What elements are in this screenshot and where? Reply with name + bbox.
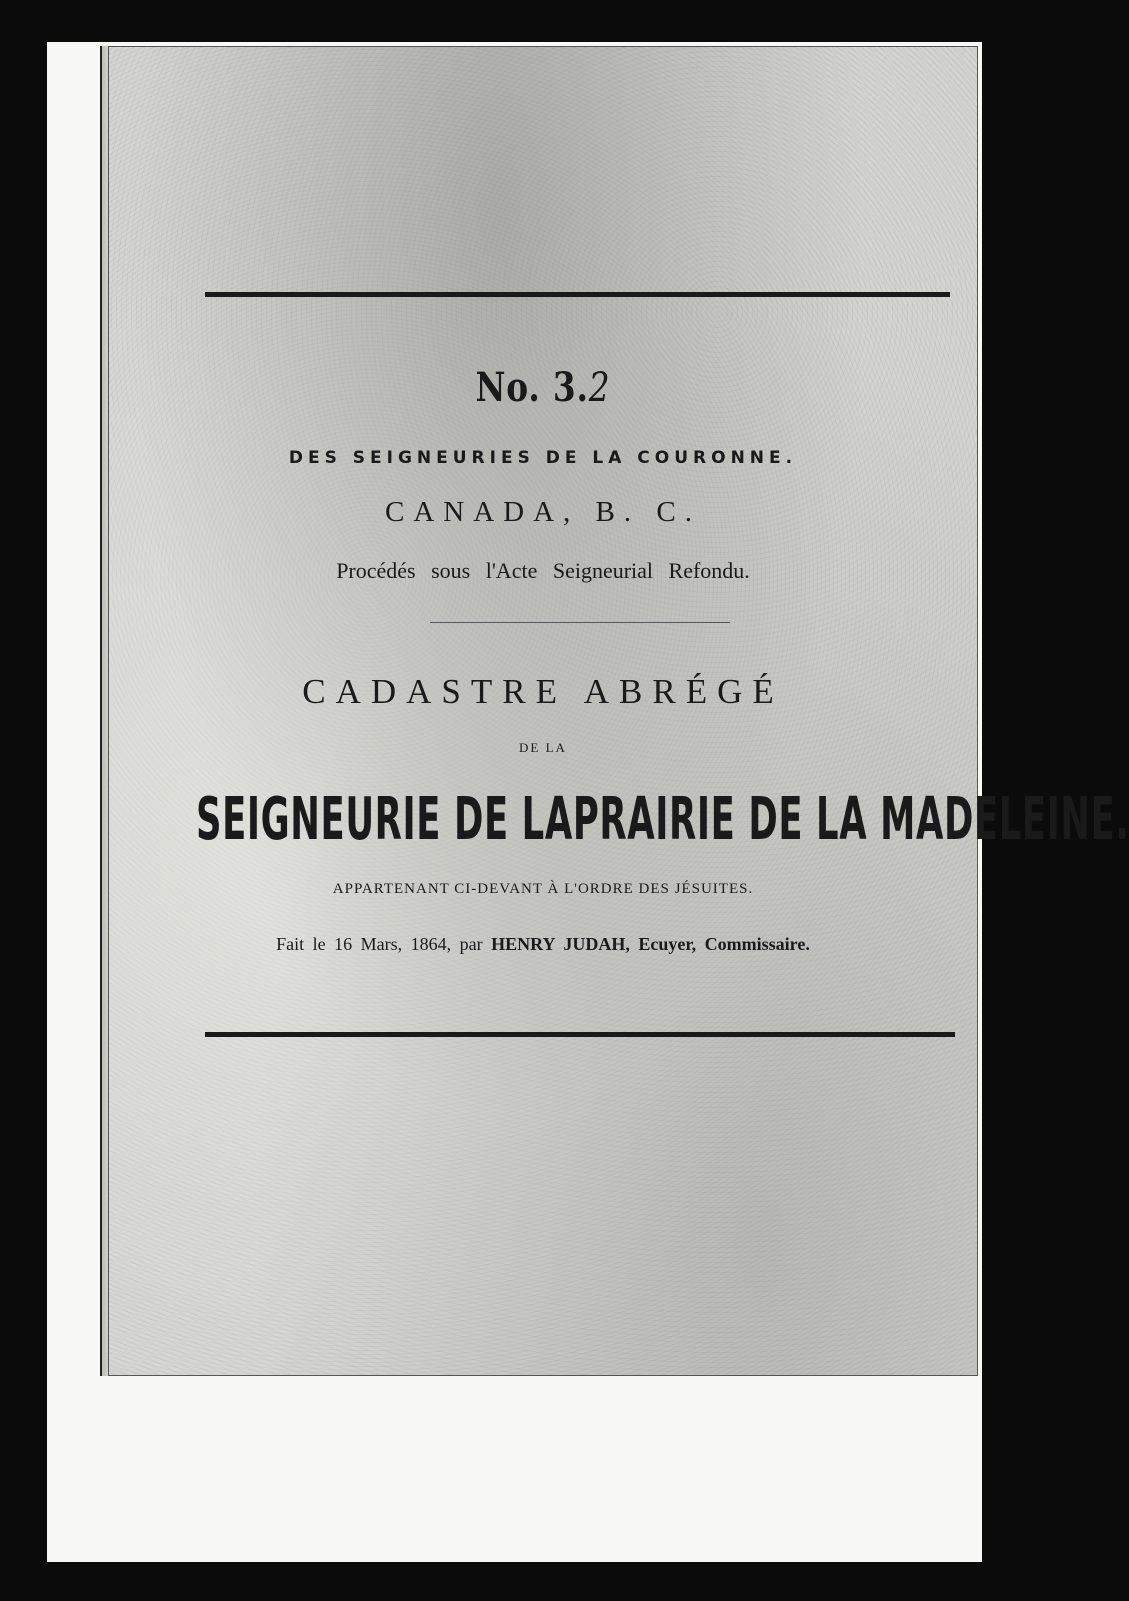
country-heading: CANADA, B. C. bbox=[385, 496, 701, 528]
thin-divider bbox=[430, 622, 730, 623]
fait-suffix: Ecuyer, Commissaire. bbox=[638, 934, 810, 954]
commissioner-name: HENRY JUDAH, bbox=[491, 934, 630, 954]
procedure-line: Procédés sous l'Acte Seigneurial Refondu. bbox=[336, 558, 750, 583]
fait-prefix: Fait le 16 Mars, 1864, par bbox=[276, 934, 483, 954]
de-la-line: DE LA bbox=[519, 740, 567, 755]
bottom-double-rule bbox=[205, 1032, 955, 1037]
document-number-handwritten: 2 bbox=[588, 365, 611, 411]
document-number-prefix: No. 3. bbox=[475, 364, 589, 411]
top-double-rule bbox=[205, 292, 950, 297]
series-title: DES SEIGNEURIES DE LA COURONNE. bbox=[288, 448, 798, 468]
appartenant-line: APPARTENANT CI-DEVANT À L'ORDRE DES JÉSUITES. bbox=[332, 881, 754, 897]
cadastre-title: CADASTRE ABRÉGÉ bbox=[302, 672, 784, 711]
document-number bbox=[186, 364, 899, 411]
seigneurie-title: SEIGNEURIE DE LAPRAIRIE DE LA MADELEINE. bbox=[196, 784, 1129, 853]
fait-line bbox=[108, 934, 978, 955]
